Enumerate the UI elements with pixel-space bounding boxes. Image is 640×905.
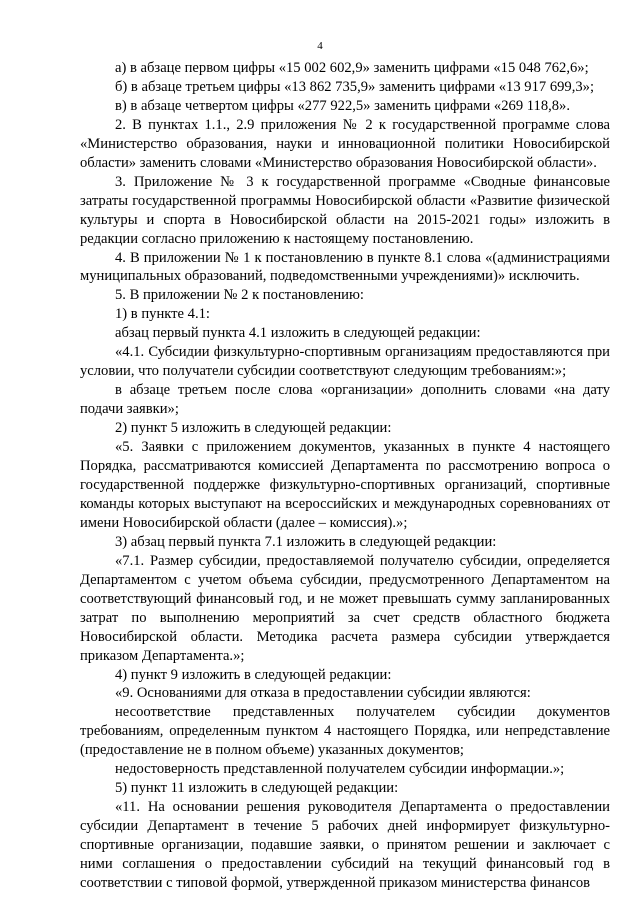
paragraph: 2. В пунктах 1.1., 2.9 приложения № 2 к государственной программе слова «Министерство образования, науки и инновационной политики Новосибирской области» заменить словами «Министерство образования Новосибирской области». [80,116,610,171]
paragraph: 1) в пункте 4.1: [115,306,210,323]
paragraph: «5. Заявки с приложением документов, указанных в пункте 4 настоящего Порядка, рассматриваются комиссией Департамента по рассмотрению вопроса о государственной поддержке физкультурно-спортивных организаций, спортивные команды которых выступают на всероссийских и международных соревнованиях от имени Новосибирской области (далее – комиссия).»; [80,439,610,531]
paragraph: «11. На основании решения руководителя Департамента о предоставлении субсидии Департамент в течение 5 рабочих дней информирует физкультурно-спортивные организации, подавшие заявки, о принятом решении и заключает с ними соглашения о предоставлении субсидий на текущий финансовый год в соответствии с типовой формой, утвержденной приказом министерства финансов [80,799,610,891]
document-body [80,59,610,893]
paragraph: в) в абзаце четвертом цифры «277 922,5» заменить цифрами «269 118,8». [115,97,571,114]
paragraph: 3) абзац первый пункта 7.1 изложить в следующей редакции: [115,533,497,550]
paragraph: «4.1. Субсидии физкультурно-спортивным организациям предоставляются при условии, что получатели субсидии соответствуют следующим требованиям:»; [80,344,610,380]
paragraph: несоответствие представленных получателем субсидии документов требованиям, определенным пунктом 4 настоящего Порядка, или непредставление (предоставление не в полном объеме) указанных документов; [80,704,610,759]
paragraph: «9. Основаниями для отказа в предоставлении субсидии являются: [115,685,531,702]
paragraph: абзац первый пункта 4.1 изложить в следующей редакции: [115,325,481,342]
paragraph: 2) пункт 5 изложить в следующей редакции: [115,420,392,437]
paragraph: б) в абзаце третьем цифры «13 862 735,9» заменить цифрами «13 917 699,3»; [115,78,595,95]
paragraph: 4. В приложении № 1 к постановлению в пункте 8.1 слова «(администрациями муниципальных образований, подведомственными учреждениями)» исключить. [80,249,610,285]
paragraph: а) в абзаце первом цифры «15 002 602,9» заменить цифрами «15 048 762,6»; [115,60,589,76]
paragraph: 3. Приложение № 3 к государственной программе «Сводные финансовые затраты государственной программы Новосибирской области «Развитие физической культуры и спорта в Новосибирской области на 2015-2021 годы» изложить в редакции согласно приложению к настоящему постановлению. [80,173,610,247]
paragraph: недостоверность представленной получателем субсидии информации.»; [115,761,565,778]
paragraph: 5) пункт 11 изложить в следующей редакции: [115,780,399,797]
page-number: 4 [317,40,323,52]
paragraph: «7.1. Размер субсидии, предоставляемой получателю субсидии, определяется Департаментом с учетом объема субсидии, предусмотренного Департаментом на соответствующий финансовый год, и не может превышать сумму запланированных затрат по выполнению мероприятий за счет средств областного бюджета Новосибирской области. Методика расчета размера субсидии утверждается приказом Департамента.»; [80,552,610,664]
paragraph: в абзаце третьем после слова «организации» дополнить словами «на дату подачи заявки»; [80,382,610,418]
paragraph: 4) пункт 9 изложить в следующей редакции: [115,666,392,683]
paragraph: 5. В приложении № 2 к постановлению: [115,287,364,304]
